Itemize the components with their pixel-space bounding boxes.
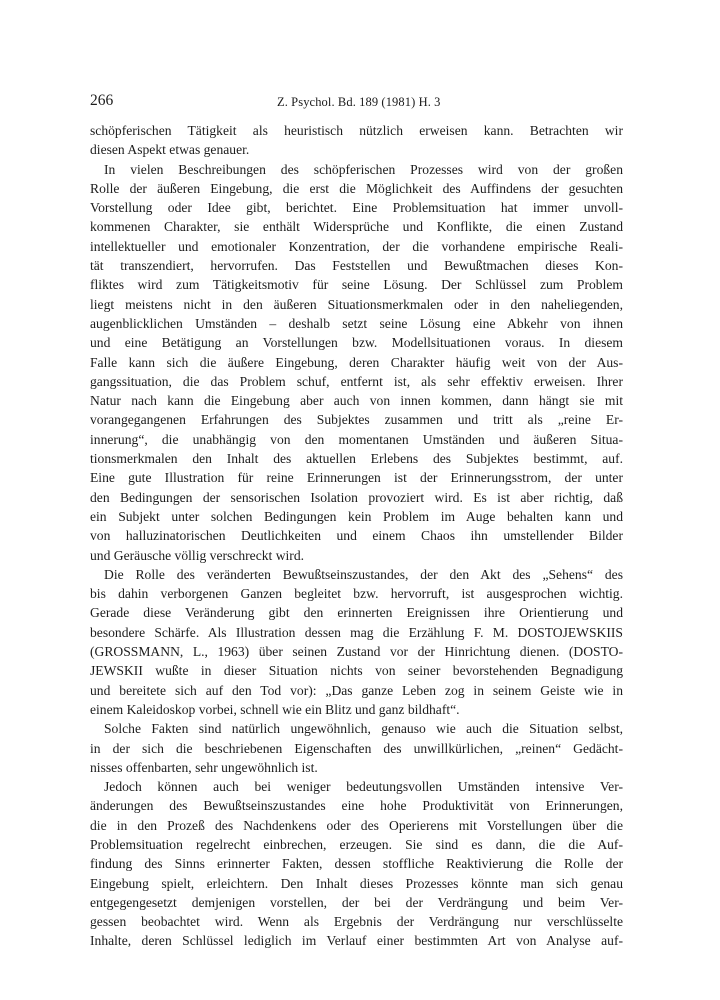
text-line: liegt meistens nicht in den äußeren Situationsmerkmalen oder in den naheliegenden, [90, 296, 623, 312]
page-number: 266 [90, 92, 114, 109]
text-line: Solche Fakten sind natürlich ungewöhnlich, genauso wie auch die Situation selbst, [104, 721, 623, 737]
text-line: tionsmerkmalen den Inhalt des aktuellen Erlebens des Subjektes bestimmt, auf. [90, 451, 623, 467]
text-line: Die Rolle des veränderten Bewußtseinszustandes, der den Akt des „Sehens“ des [104, 566, 623, 582]
text-line: Inhalte, deren Schlüssel lediglich im Verlauf einer bestimmten Art von Analyse auf- [90, 933, 623, 949]
text-line: nisses offenbarten, sehr ungewöhnlich ist. [90, 759, 318, 775]
text-line: ein Subjekt unter solchen Bedingungen kein Problem im Auge behalten kann und [90, 508, 623, 524]
text-line: Falle kann sich die äußere Eingebung, deren Charakter häufig weit von der Aus- [90, 354, 623, 370]
text-line: gangssituation, die das Problem schuf, entfernt ist, als sehr effektiv erweisen. Ihrer [90, 373, 623, 389]
text-line: fliktes wird zum Tätigkeitsmotiv für seine Lösung. Der Schlüssel zum Problem [90, 277, 623, 293]
body-text [90, 121, 623, 951]
text-line: besondere Schärfe. Als Illustration dessen mag die Erzählung F. M. DOSTOJEWSKIIS [90, 624, 623, 640]
text-line: Problemsituation regelrecht einbrechen, erzeugen. Sie sind es dann, die die Auf- [90, 836, 623, 852]
text-line: Vorstellung oder Idee gibt, berichtet. Eine Problemsituation hat immer unvoll- [90, 200, 623, 216]
text-line: (GROSSMANN, L., 1963) über seinen Zustand vor der Hinrichtung dienen. (DOSTO- [90, 644, 623, 660]
text-line: findung des Sinns erinnerter Fakten, dessen stoffliche Reaktivierung die Rolle der [90, 856, 623, 872]
text-line: JEWSKII wußte in dieser Situation nichts von seiner bevorstehenden Begnadigung [90, 663, 623, 679]
text-line: vorangegangenen Erfahrungen des Subjektes zusammen und tritt als „reine Er- [90, 412, 623, 428]
text-line: Rolle der äußeren Eingebung, die erst die Möglichkeit des Auffindens der gesuchten [90, 180, 623, 196]
paragraph [90, 121, 623, 160]
text-line: entgegengesetzt demjenigen vorstellen, der bei der Verdrängung und beim Ver- [90, 894, 623, 910]
text-line: Eingebung spielt, erleichtern. Den Inhalt dieses Prozesses könnte man sich genau [90, 875, 623, 891]
text-line: intellektueller und emotionaler Konzentration, der die vorhandene empirische Reali- [90, 238, 623, 254]
text-line: den Bedingungen der sensorischen Isolation provoziert wird. Es ist aber richtig, daß [90, 489, 623, 505]
text-line: Eine gute Illustration für reine Erinnerungen ist der Erinnerungsstrom, der unter [90, 470, 623, 486]
page-header [90, 92, 623, 114]
text-line: änderungen des Bewußtseinszustandes eine hohe Produktivität von Erinnerungen, [90, 798, 623, 814]
paragraph [90, 719, 623, 777]
text-line: schöpferischen Tätigkeit als heuristisch nützlich erweisen kann. Betrachten wir [90, 123, 623, 138]
running-head: Z. Psychol. Bd. 189 (1981) H. 3 [277, 95, 441, 109]
text-line: augenblicklichen Umständen – deshalb setzt seine Lösung eine Abkehr von ihnen [90, 315, 623, 331]
text-line: von halluzinatorischen Deutlichkeiten und einem Chaos ihn umstellender Bilder [90, 528, 623, 544]
text-line: und eine Betätigung an Vorstellungen bzw. Modellsituationen voraus. In diesem [90, 335, 623, 351]
text-line: Gerade diese Veränderung gibt den erinnerten Ereignissen ihre Orientierung und [90, 605, 623, 621]
paragraph [90, 565, 623, 719]
text-line: Jedoch können auch bei weniger bedeutungsvollen Umständen intensive Ver- [104, 779, 623, 795]
text-line: gessen beobachtet wird. Wenn als Ergebnis der Verdrängung nur verschlüsselte [90, 914, 623, 930]
paragraph [90, 160, 623, 565]
text-line: einem Kaleidoskop vorbei, schnell wie ein Blitz und ganz bildhaft“. [90, 701, 460, 717]
text-line: und Geräusche völlig verschreckt wird. [90, 547, 305, 563]
paragraph [90, 777, 623, 951]
text-line: und bereitete sich auf den Tod vor): „Das ganze Leben zog in seinem Geiste wie in [90, 682, 623, 698]
text-line: innerung“, die unabhängig von den momentanen Umständen und äußeren Situa- [90, 431, 623, 447]
text-line: In vielen Beschreibungen des schöpferischen Prozesses wird von der großen [104, 161, 623, 177]
text-line: Natur nach kann die Eingebung aber auch von innen kommen, dann hängt sie mit [90, 393, 623, 409]
text-line: kommenen Charakter, sie enthält Widersprüche und Konflikte, die einen Zustand [90, 219, 623, 235]
text-line: in der sich die beschriebenen Eigenschaften des unwillkürlichen, „reinen“ Gedächt- [90, 740, 623, 756]
text-line: diesen Aspekt etwas genauer. [90, 142, 250, 158]
text-line: bis dahin verborgenen Ganzen begleitet bzw. hervorruft, ist ausgesprochen wichtig. [90, 586, 623, 602]
text-line: tät transzendiert, hervorrufen. Das Feststellen und Bewußtmachen dieses Kon- [90, 258, 623, 274]
text-line: die in den Prozeß des Nachdenkens oder des Operierens mit Vorstellungen über die [90, 817, 623, 833]
